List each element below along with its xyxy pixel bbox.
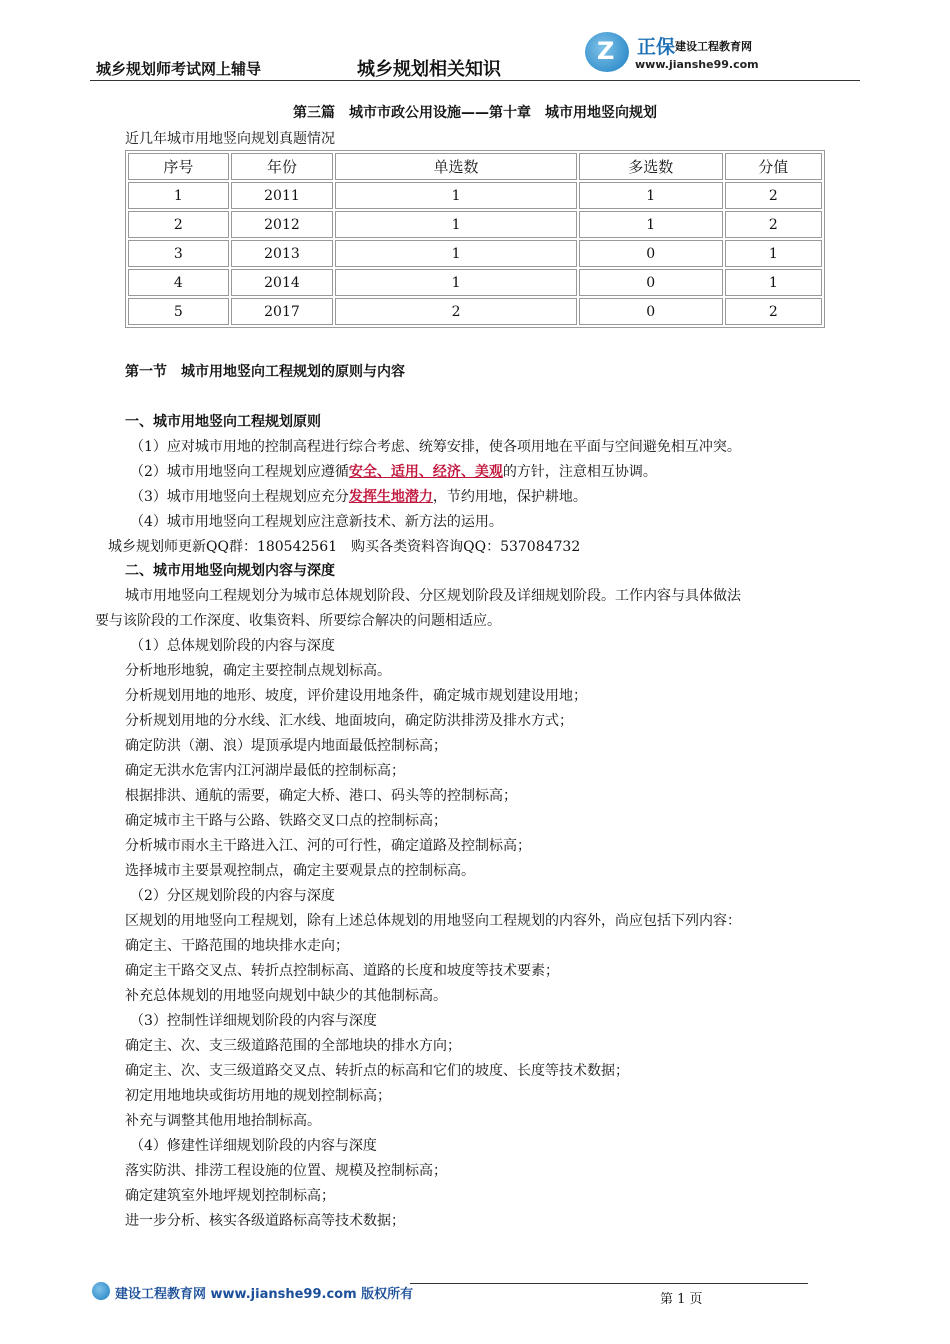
table-cell: 1 [335,211,577,238]
list-item: 确定城市主干路与公路、铁路交叉口点的控制标高； [125,813,447,829]
exam-stats-table [125,150,825,328]
list-item: 确定无洪水危害内江河湖岸最低的控制标高； [125,763,405,779]
table-cell: 1 [725,269,822,296]
table-cell: 1 [579,211,723,238]
section-heading: 第一节 城市用地竖向工程规划的原则与内容 [125,364,405,380]
table-row [128,211,822,238]
brand-logo[interactable] [585,30,785,76]
list-item: 确定主、次、支三级道路交叉点、转折点的标高和它们的坡度、长度等技术数据； [125,1063,629,1079]
logo-url[interactable]: www.jianshe99.com [635,58,759,71]
table-cell: 1 [725,240,822,267]
table-cell: 2011 [231,182,334,209]
table-cell: 5 [128,298,229,325]
table-cell: 1 [335,182,577,209]
chapter-title: 第三篇 城市市政公用设施——第十章 城市用地竖向规划 [293,105,657,121]
principle-1: （1）应对城市用地的控制高程进行综合考虑、统筹安排，使各项用地在平面与空间避免相互冲突。 [130,439,741,455]
list-item: 补充与调整其他用地抬制标高。 [125,1113,321,1129]
table-cell: 1 [335,269,577,296]
header-subject: 城乡规划相关知识 [357,59,501,80]
list-item: 落实防洪、排涝工程设施的位置、规模及控制标高； [125,1163,447,1179]
highlight-link[interactable]: 安全、适用、经济、美观 [348,464,503,480]
page-number: 第 1 页 [660,1292,703,1307]
column-header: 单选数 [335,153,577,180]
list-item: 确定主、干路范围的地块排水走向； [125,938,349,954]
table-header-row [128,153,822,180]
list-item: 分析城市雨水主干路进入江、河的可行性，确定道路及控制标高； [125,838,531,854]
table-cell: 2 [725,182,822,209]
table-cell: 1 [335,240,577,267]
table-caption: 近几年城市用地竖向规划真题情况 [125,131,335,147]
list-item: 根据排洪、通航的需要，确定大桥、港口、码头等的控制标高； [125,788,517,804]
list-item: 确定主干路交叉点、转折点控制标高、道路的长度和坡度等技术要素； [125,963,559,979]
intro-text: 要与该阶段的工作深度、收集资料、所要综合解决的问题相适应。 [95,613,501,629]
principle-2: （2）城市用地竖向工程规划应遵循安全、适用、经济、美观的方针，注意相互协调。 [130,464,657,480]
table-row [128,269,822,296]
table-cell: 3 [128,240,229,267]
table-cell: 2 [725,211,822,238]
list-item: 分析规划用地的分水线、汇水线、地面坡向，确定防洪排涝及排水方式； [125,713,573,729]
footer-copyright[interactable]: 建设工程教育网 www.jianshe99.com 版权所有 [115,1287,414,1302]
stage-heading: （3）控制性详细规划阶段的内容与深度 [130,1013,377,1029]
stage-heading: （2）分区规划阶段的内容与深度 [130,888,335,904]
list-item: 分析规划用地的地形、坡度，评价建设用地条件，确定城市规划建设用地； [125,688,587,704]
table-cell: 0 [579,269,723,296]
header-course-name: 城乡规划师考试网上辅导 [96,60,262,78]
table-row [128,298,822,325]
table-cell: 2 [128,211,229,238]
stage-heading: （4）修建性详细规划阶段的内容与深度 [130,1138,377,1154]
logo-name: 正保 [637,36,676,58]
list-item: 确定主、次、支三级道路范围的全部地块的排水方向； [125,1038,461,1054]
table-row [128,240,822,267]
subsection-heading: 二、城市用地竖向规划内容与深度 [125,563,335,579]
list-item: 确定建筑室外地坪规划控制标高； [125,1188,335,1204]
table-cell: 2 [725,298,822,325]
footer-divider [410,1283,808,1284]
highlight-link[interactable]: 发挥生地潜力 [348,489,433,505]
qq-group-line: 城乡规划师更新QQ群：180542561 购买各类资料咨询QQ：537084732 [108,539,581,555]
footer-logo-icon [92,1282,110,1300]
principle-4: （4）城市用地竖向工程规划应注意新技术、新方法的运用。 [130,514,503,530]
column-header: 年份 [231,153,334,180]
table-cell: 1 [128,182,229,209]
list-item: 进一步分析、核实各级道路标高等技术数据； [125,1213,405,1229]
column-header: 分值 [725,153,822,180]
list-item: 初定用地地块或街坊用地的规划控制标高； [125,1088,391,1104]
logo-subtitle: 建设工程教育网 [675,40,752,53]
list-item: 区规划的用地竖向工程规划，除有上述总体规划的用地竖向工程规划的内容外，尚应包括下列内容： [125,913,741,929]
intro-text: 城市用地竖向工程规划分为城市总体规划阶段、分区规划阶段及详细规划阶段。工作内容与具体做法 [125,588,741,604]
header-divider [90,80,860,81]
table-cell: 2013 [231,240,334,267]
table-cell: 2 [335,298,577,325]
table-cell: 2017 [231,298,334,325]
list-item: 分析地形地貌，确定主要控制点规划标高。 [125,663,391,679]
list-item: 补充总体规划的用地竖向规划中缺少的其他制标高。 [125,988,447,1004]
table-cell: 0 [579,240,723,267]
table-cell: 1 [579,182,723,209]
table-cell: 0 [579,298,723,325]
table-row [128,182,822,209]
table-cell: 2012 [231,211,334,238]
table-cell: 4 [128,269,229,296]
list-item: 选择城市主要景观控制点，确定主要观景点的控制标高。 [125,863,475,879]
list-item: 确定防洪（潮、浪）堤顶承堤内地面最低控制标高； [125,738,447,754]
column-header: 多选数 [579,153,723,180]
logo-icon: Z [585,32,629,72]
page-header [0,0,950,90]
table-cell: 2014 [231,269,334,296]
principle-3: （3）城市用地竖向土程规划应充分发挥生地潜力，节约用地，保护耕地。 [130,489,587,505]
subsection-heading: 一、城市用地竖向工程规划原则 [125,414,321,430]
column-header: 序号 [128,153,229,180]
stage-heading: （1）总体规划阶段的内容与深度 [130,638,335,654]
